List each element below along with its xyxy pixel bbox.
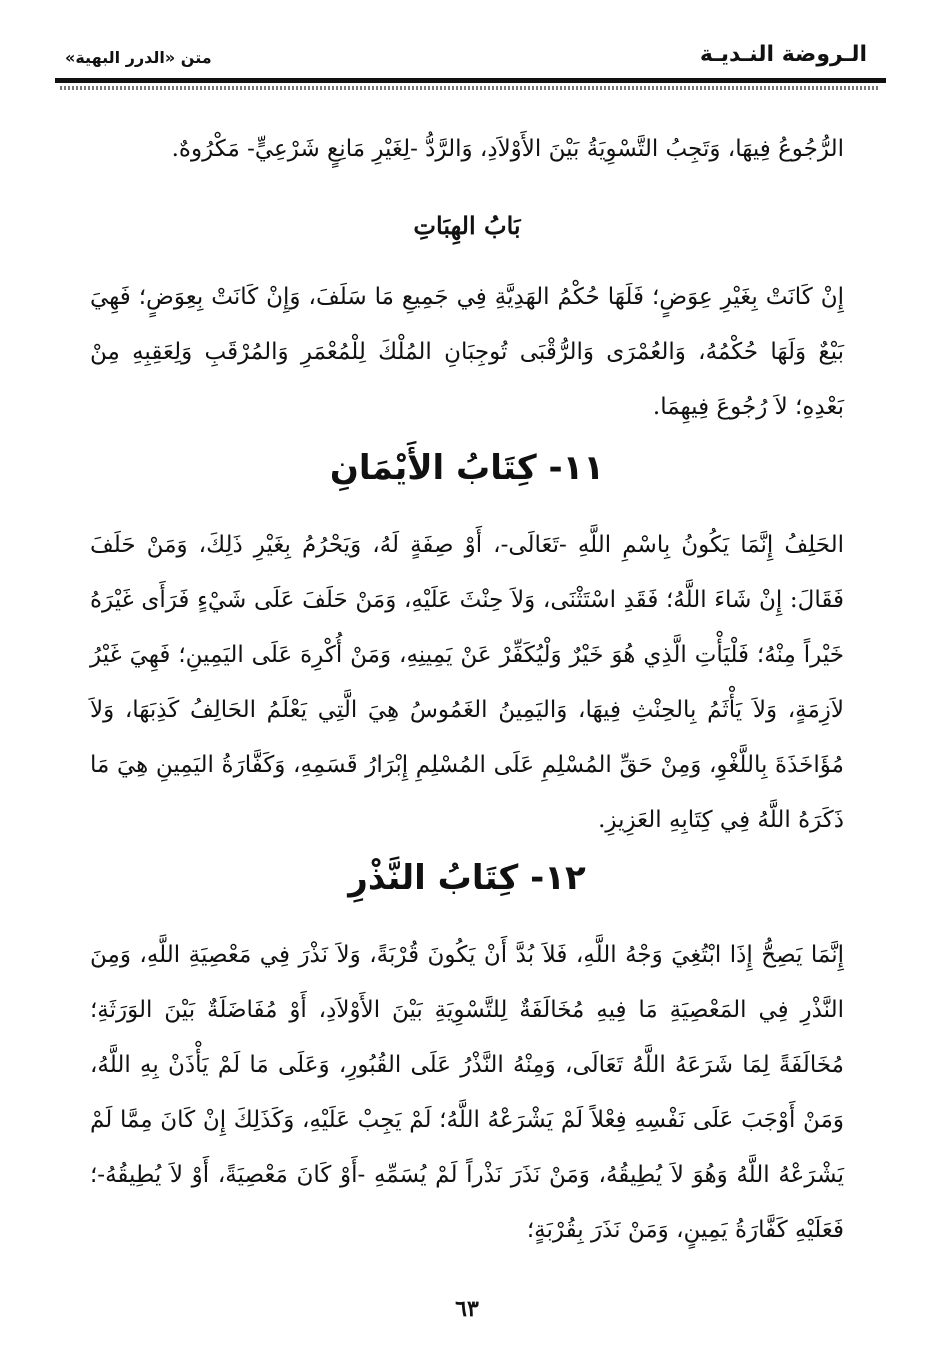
ayman-body [90, 518, 844, 848]
hibat-section [90, 200, 844, 252]
hibat-heading: بَابُ الهِبَاتِ [413, 211, 521, 240]
page-number: ٦٣ [455, 1296, 479, 1322]
intro-block [90, 122, 844, 177]
intro-paragraph: الرُّجُوعُ فِيهَا، وَتَجِبُ التَّسْوِيَةُ بَيْنَ الأَوْلاَدِ، وَالرَّدُّ -لِغَيْرِ مَانِعٍ شَرْعِيٍّ- مَكْرُوهٌ. [171, 136, 844, 162]
text-title: متن «الدرر البهية» [65, 48, 212, 67]
hibat-body [90, 270, 844, 435]
ayman-chapter-heading: ١١- كِتَابُ الأَيْمَانِ [329, 448, 605, 488]
header-rule [55, 78, 886, 83]
nadhr-paragraph: إِنَّمَا يَصِحُّ إِذَا ابْتُغِيَ وَجْهُ اللَّهِ، فَلاَ بُدَّ أَنْ يَكُونَ قُرْبَةً، وَلاَ نَذْرَ فِي مَعْصِيَةِ اللَّهِ، وَمِنَ النَّذْرِ فِي المَعْصِيَةِ مَا فِيهِ مُخَالَفَةٌ لِلتَّسْوِيَةِ بَيْنَ الأَوْلاَدِ، أَوْ مُفَاضَلَةٌ بَيْنَ الوَرَثَةِ؛ مُخَالَفَةً لِمَا شَرَعَهُ اللَّهُ تَعَالَى، وَمِنْهُ النَّذْرُ عَلَى القُبُورِ، وَعَلَى مَا لَمْ يَأْذَنْ بِهِ اللَّهُ، وَمَنْ أَوْجَبَ عَلَى نَفْسِهِ فِعْلاً لَمْ يَشْرَعْهُ اللَّهُ؛ لَمْ يَجِبْ عَلَيْهِ، وَكَذَلِكَ إِنْ كَانَ مِمَّا لَمْ يَشْرَعْهُ اللَّهُ وَهُوَ لاَ يُطِيقُهُ، وَمَنْ نَذَرَ نَذْراً لَمْ يُسَمِّهِ -أَوْ كَانَ مَعْصِيَةً، أَوْ لاَ يُطِيقُهُ-؛ فَعَلَيْهِ كَفَّارَةُ يَمِينٍ، وَمَنْ نَذَرَ بِقُرْبَةٍ؛ [90, 942, 844, 1243]
running-header [55, 40, 879, 76]
book-title: الـروضة النـديـة [699, 42, 867, 67]
nadhr-section [90, 848, 844, 908]
nadhr-chapter-heading: ١٢- كِتَابُ النَّذْرِ [348, 858, 586, 898]
ayman-section [90, 438, 844, 498]
header-dotted-rule [60, 86, 879, 90]
nadhr-body [90, 928, 844, 1258]
hibat-paragraph: إِنْ كَانَتْ بِغَيْرِ عِوَضٍ؛ فَلَهَا حُكْمُ الهَدِيَّةِ فِي جَمِيعِ مَا سَلَفَ، وَإِنْ كَانَتْ بِعِوَضٍ؛ فَهِيَ بَيْعٌ وَلَهَا حُكْمُهُ، وَالعُمْرَى وَالرُّقْبَى تُوجِبَانِ المُلْكَ لِلْمُعْمَرِ وَالمُرْقَبِ وَلِعَقِبِهِ مِنْ بَعْدِهِ؛ لاَ رُجُوعَ فِيهِمَا. [90, 284, 844, 420]
ayman-paragraph: الحَلِفُ إِنَّمَا يَكُونُ بِاسْمِ اللَّهِ -تَعَالَى-، أَوْ صِفَةٍ لَهُ، وَيَحْرُمُ بِغَيْرِ ذَلِكَ، وَمَنْ حَلَفَ فَقَالَ: إِنْ شَاءَ اللَّهُ؛ فَقَدِ اسْتَثْنَى، وَلاَ حِنْثَ عَلَيْهِ، وَمَنْ حَلَفَ عَلَى شَيْءٍ فَرَأَى غَيْرَهُ خَيْراً مِنْهُ؛ فَلْيَأْتِ الَّذِي هُوَ خَيْرٌ وَلْيُكَفِّرْ عَنْ يَمِينِهِ، وَمَنْ أُكْرِهَ عَلَى اليَمِينِ؛ فَهِيَ غَيْرُ لاَزِمَةٍ، وَلاَ يَأْثَمُ بِالحِنْثِ فِيهَا، وَاليَمِينُ الغَمُوسُ هِيَ الَّتِي يَعْلَمُ الحَالِفُ كَذِبَهَا، وَلاَ مُؤَاخَذَةَ بِاللَّغْوِ، وَمِنْ حَقِّ المُسْلِمِ عَلَى المُسْلِمِ إِبْرَارُ قَسَمِهِ، وَكَفَّارَةُ اليَمِينِ هِيَ مَا ذَكَرَهُ اللَّهُ فِي كِتَابِهِ العَزِيزِ. [90, 532, 844, 833]
